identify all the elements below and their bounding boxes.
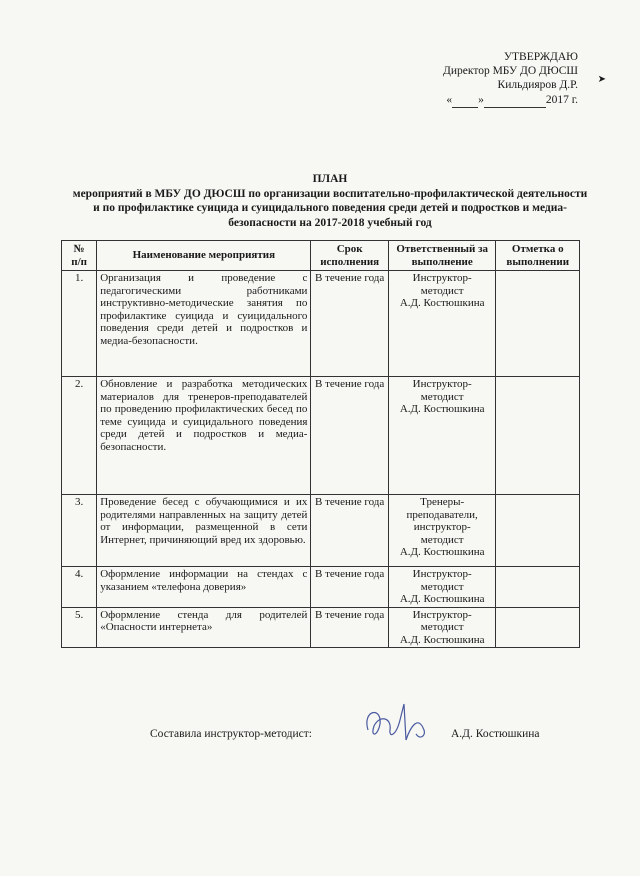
row-name: Оформление стенда для родителей «Опасности интернета»	[97, 607, 311, 648]
approval-label: УТВЕРЖДАЮ	[503, 51, 578, 63]
plan-table	[61, 240, 580, 648]
approval-date	[443, 93, 578, 108]
row-num: 4.	[62, 567, 97, 608]
header-name: Наименование мероприятия	[97, 241, 311, 271]
row-term: В течение года	[311, 495, 388, 567]
approval-position: Директор МБУ ДО ДЮСШ	[443, 65, 578, 77]
row-name: Обновление и разработка методических материалов для тренеров-преподавателей по проведению профилактических бесед по теме суицида и суицидального поведения среди детей и подростков и медиа-безопасности.	[97, 377, 311, 495]
title-subtitle: мероприятий в МБУ ДО ДЮСШ по организации воспитательно-профилактической деятельности и по профилактике суицида и суицидального поведения среди детей и подростков и медиа-безопасности на 2017-2018 учебный год	[72, 187, 588, 229]
table-row	[62, 271, 580, 377]
date-quote-close: »	[478, 94, 484, 106]
row-resp: Инструктор- методист А.Д. Костюшкина	[388, 271, 496, 377]
date-month-blank	[484, 93, 546, 108]
row-name: Проведение бесед с обучающимися и их родителями направленных на защиту детей от информации, размещенной в сети Интернет, причиняющий вред их здоровью.	[97, 495, 311, 567]
row-name: Оформление информации на стендах с указанием «телефона доверия»	[97, 567, 311, 608]
row-term: В течение года	[311, 271, 388, 377]
compiled-by-name: А.Д. Костюшкина	[451, 728, 540, 740]
header-resp: Ответственный за выполнение	[388, 241, 496, 271]
date-year: 2017 г.	[545, 94, 578, 106]
table-header-row	[62, 241, 580, 271]
row-term: В течение года	[311, 607, 388, 648]
row-resp: Инструктор- методист А.Д. Костюшкина	[388, 567, 496, 608]
row-term: В течение года	[311, 377, 388, 495]
approval-block	[443, 50, 578, 108]
row-name: Организация и проведение с педагогическими работниками инструктивно-методические занятия по профилактике суицида и суицидального поведения среди детей и подростков и медиа-безопасности.	[97, 271, 311, 377]
table-row	[62, 567, 580, 608]
table-row	[62, 607, 580, 648]
row-mark	[496, 607, 580, 648]
table-row	[62, 377, 580, 495]
row-num: 3.	[62, 495, 97, 567]
row-num: 1.	[62, 271, 97, 377]
arrow-icon: ➤	[597, 74, 606, 85]
signature-scribble	[360, 700, 440, 750]
row-resp: Тренеры- преподаватели, инструктор- методист А.Д. Костюшкина	[388, 495, 496, 567]
row-mark	[496, 271, 580, 377]
approval-name: Кильдияров Д.Р.	[497, 79, 578, 91]
row-resp: Инструктор- методист А.Д. Костюшкина	[388, 377, 496, 495]
row-term: В течение года	[311, 567, 388, 608]
header-term: Срок исполнения	[311, 241, 388, 271]
row-mark	[496, 377, 580, 495]
header-mark: Отметка о выполнении	[496, 241, 580, 271]
row-num: 5.	[62, 607, 97, 648]
row-mark	[496, 495, 580, 567]
date-day-blank	[452, 93, 478, 108]
row-resp: Инструктор- методист А.Д. Костюшкина	[388, 607, 496, 648]
compiled-by-label: Составила инструктор-методист:	[150, 728, 312, 740]
title-plan: ПЛАН	[312, 173, 348, 185]
table-row	[62, 495, 580, 567]
header-num: № п/п	[62, 241, 97, 271]
row-mark	[496, 567, 580, 608]
row-num: 2.	[62, 377, 97, 495]
date-quote-open: «	[446, 94, 453, 106]
document-title	[70, 172, 590, 230]
